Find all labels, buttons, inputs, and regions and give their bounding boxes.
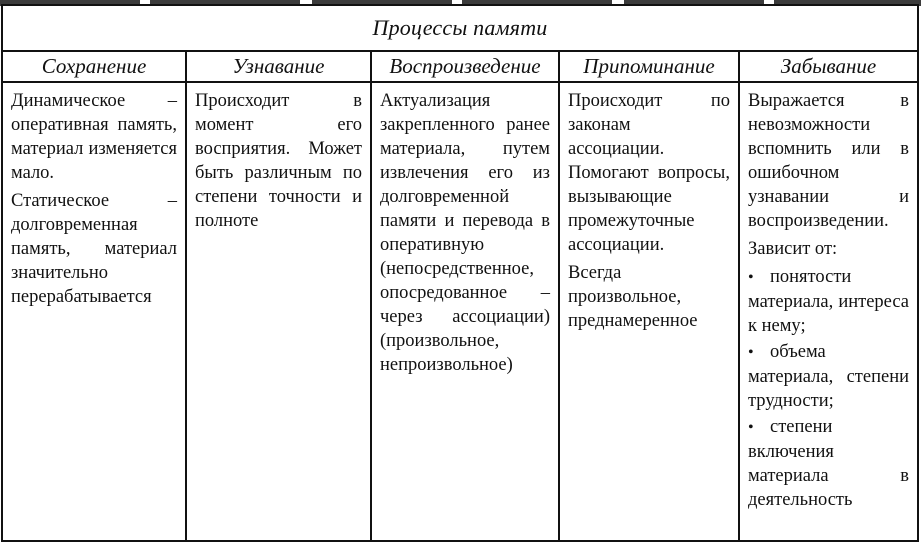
bullet-text: объема материала, степени трудности; [748, 342, 909, 411]
bullet-text: понятости материала, интереса к нему; [748, 267, 909, 336]
cell-paragraph: Всегда произвольное, преднамеренное [568, 263, 698, 331]
header-recognition: Узнавание [187, 52, 372, 81]
cell-paragraph: Актуализация закрепленного ранее материала, путем извлечения его из долговременной памяти и перевода в оперативную (непосредственное, опосредованное – через ассоциации) (произвольное, непроизвольное) [380, 91, 550, 375]
cell-forgetting [740, 83, 917, 542]
bullet-icon: • [748, 344, 754, 361]
cell-recognition [187, 83, 372, 542]
cell-recollection [560, 83, 740, 542]
cell-paragraph: Динамическое – оперативная память, материал изменяется мало. [11, 91, 177, 183]
cell-preservation [3, 83, 187, 542]
header-recollection: Припоминание [560, 52, 740, 81]
cell-paragraph: Зависит от: [748, 239, 838, 259]
cell-paragraph: Статическое – долговременная память, материал значительно перерабатывается [11, 191, 177, 307]
bullet-item [748, 265, 909, 338]
cell-paragraph: Происходит по законам ассоциации. Помогают вопросы, вызывающие промежуточные ассоциации. [568, 91, 730, 255]
header-reproduction: Воспроизведение [372, 52, 560, 81]
bullet-text: степени включения материала в деятельность [748, 417, 909, 510]
bullet-icon: • [748, 419, 754, 436]
memory-processes-table [1, 4, 919, 542]
table-header-row [3, 52, 917, 83]
bullet-item [748, 340, 909, 413]
bullet-icon: • [748, 269, 754, 286]
cell-paragraph: Происходит в момент его восприятия. Может быть различным по степени точности и полноте [195, 91, 362, 231]
table-body-row [3, 83, 917, 542]
cell-reproduction [372, 83, 560, 542]
header-preservation: Сохранение [3, 52, 187, 81]
cell-paragraph: Выражается в невозможности вспомнить или в ошибочном узнавании и воспроизведении. [748, 91, 909, 231]
bullet-item [748, 415, 909, 512]
header-forgetting: Забывание [780, 54, 877, 78]
table-caption: Процессы памяти [3, 6, 917, 52]
